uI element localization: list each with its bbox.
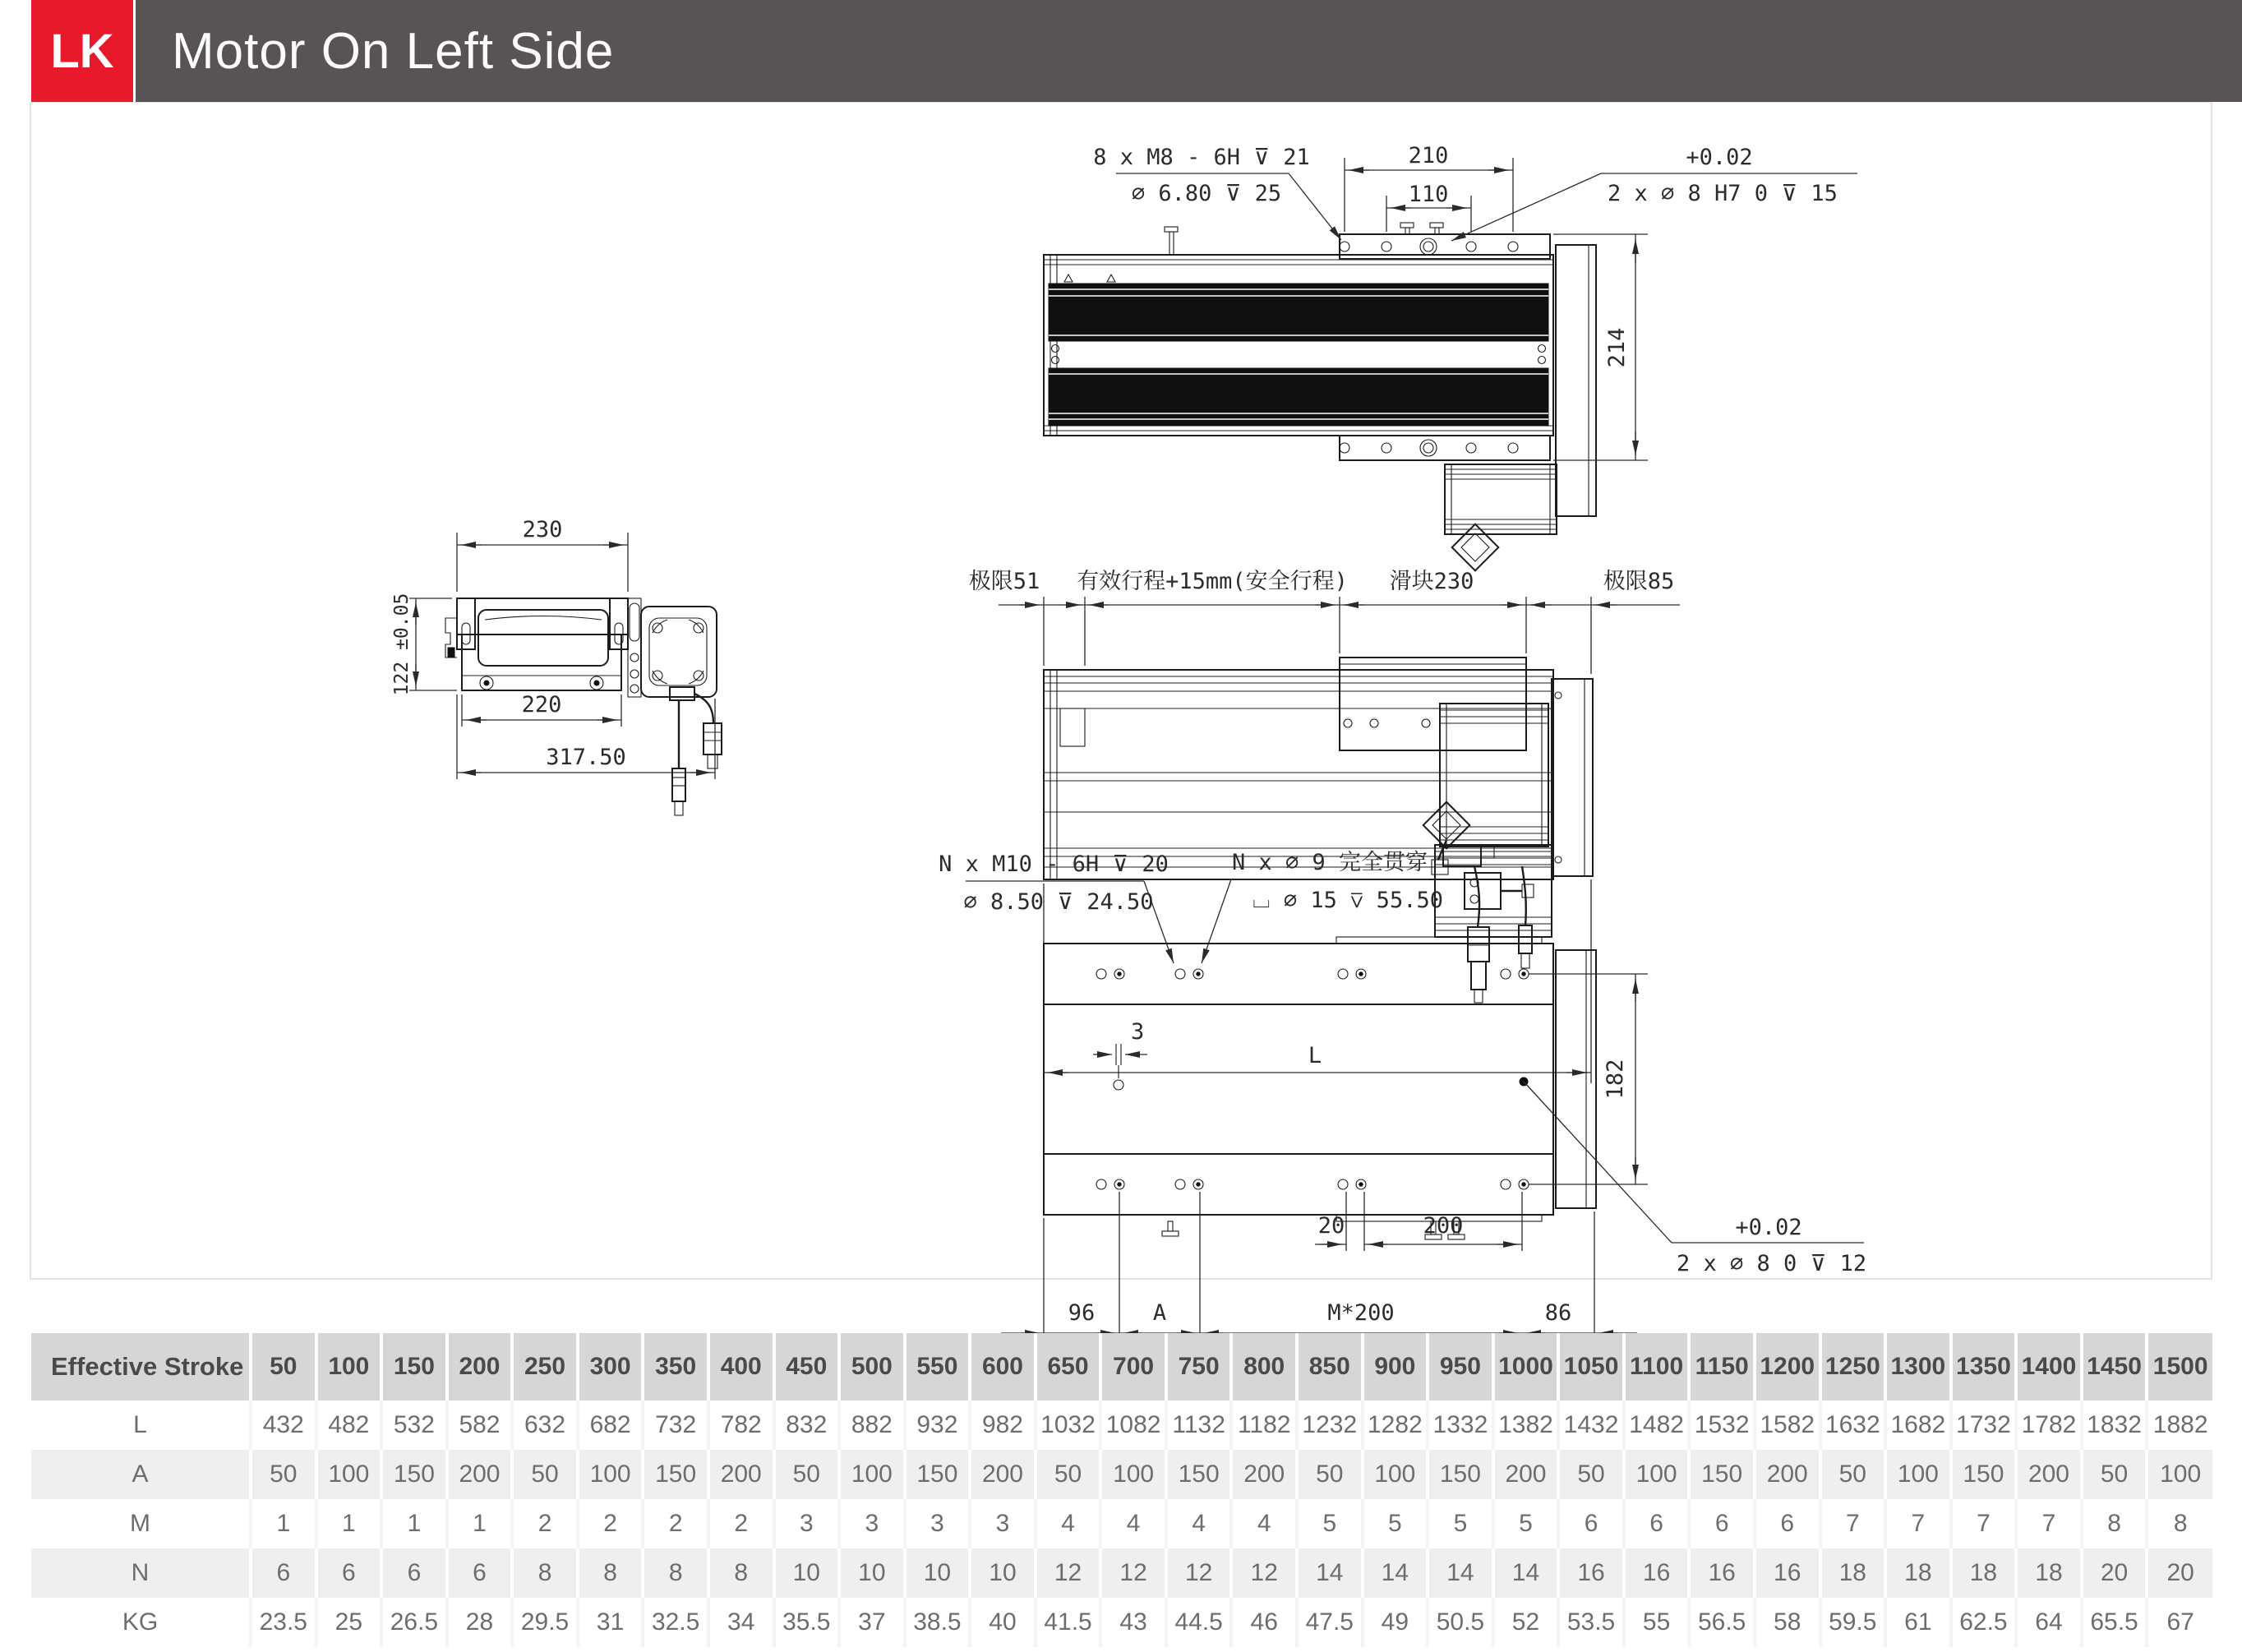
table-cell: 932: [905, 1401, 971, 1450]
bottom-note1-line2: ⌀ 8.50 ⊽ 24.50: [963, 889, 1154, 915]
table-cell: 7: [1885, 1499, 1951, 1548]
dim-86-label: 86: [1544, 1300, 1572, 1326]
table-cell: 100: [578, 1450, 644, 1499]
table-cell: 16: [1624, 1548, 1690, 1598]
table-cell: 31: [578, 1598, 644, 1647]
row-label-cell: A: [31, 1450, 251, 1499]
table-cell: 200: [2016, 1450, 2082, 1499]
table-cell: 832: [774, 1401, 840, 1450]
table-cell: 4: [1166, 1499, 1232, 1548]
page-header: [0, 0, 2242, 102]
table-cell: 3: [905, 1499, 971, 1548]
table-cell: 28: [447, 1598, 513, 1647]
table-cell: 18: [2016, 1548, 2082, 1598]
table-cell: 32.5: [643, 1598, 708, 1647]
bottom-note2-line1: N x ⌀ 9 完全贯穿: [1231, 850, 1428, 875]
stroke-header-cell: 1400: [2016, 1333, 2082, 1401]
limit-left-label: 极限51: [968, 569, 1040, 594]
stroke-header-cell: 1250: [1820, 1333, 1886, 1401]
table-cell: 482: [316, 1401, 382, 1450]
table-cell: 150: [905, 1450, 971, 1499]
table-cell: 65.5: [2082, 1598, 2147, 1647]
stroke-header-cell: 950: [1428, 1333, 1493, 1401]
table-cell: 50: [1297, 1450, 1363, 1499]
table-cell: 18: [1885, 1548, 1951, 1598]
bottom-note3-tolerance: +0.02: [1735, 1215, 1802, 1240]
stroke-header-cell: 100: [316, 1333, 382, 1401]
dim-L-label: L: [1308, 1043, 1322, 1068]
stroke-header-cell: 1300: [1885, 1333, 1951, 1401]
table-cell: 1032: [1036, 1401, 1101, 1450]
dim-182-label: 182: [1603, 1059, 1628, 1100]
table-cell: 20: [2082, 1548, 2147, 1598]
bottom-note1-line1: N x M10 - 6H ⊽ 20: [939, 851, 1169, 877]
table-cell: 6: [1558, 1499, 1624, 1548]
stroke-header-cell: 1200: [1755, 1333, 1820, 1401]
end-view-drawing: [391, 517, 722, 815]
table-cell: 1732: [1951, 1401, 2017, 1450]
bottom-note2-line2: ⌴ ⌀ 15 ⊽ 55.50: [1252, 888, 1443, 913]
table-cell: 782: [708, 1401, 774, 1450]
table-cell: 4: [1036, 1499, 1101, 1548]
table-cell: 582: [447, 1401, 513, 1450]
table-cell: 16: [1755, 1548, 1820, 1598]
table-cell: 200: [447, 1450, 513, 1499]
table-cell: 6: [1689, 1499, 1755, 1548]
stroke-header-cell: 50: [251, 1333, 316, 1401]
stroke-header-cell: 650: [1036, 1333, 1101, 1401]
table-cell: 50.5: [1428, 1598, 1493, 1647]
table-cell: 1532: [1689, 1401, 1755, 1450]
table-cell: 10: [774, 1548, 840, 1598]
table-cell: 1: [381, 1499, 447, 1548]
table-cell: 10: [970, 1548, 1036, 1598]
table-row: [31, 1598, 2212, 1647]
table-cell: 3: [774, 1499, 840, 1548]
table-cell: 50: [774, 1450, 840, 1499]
stroke-header-cell: 1450: [2082, 1333, 2147, 1401]
dim-200-label: 200: [1423, 1213, 1464, 1239]
page-title-bar: [136, 0, 2242, 102]
table-cell: 34: [708, 1598, 774, 1647]
table-cell: 12: [1100, 1548, 1166, 1598]
table-cell: 14: [1363, 1548, 1428, 1598]
table-cell: 50: [512, 1450, 578, 1499]
stroke-header-cell: 1050: [1558, 1333, 1624, 1401]
table-cell: 1882: [2147, 1401, 2212, 1450]
table-cell: 150: [643, 1450, 708, 1499]
table-cell: 200: [1231, 1450, 1297, 1499]
table-cell: 3: [970, 1499, 1036, 1548]
stroke-header-cell: 1500: [2147, 1333, 2212, 1401]
stroke-header-cell: 200: [447, 1333, 513, 1401]
table-cell: 55: [1624, 1598, 1690, 1647]
header-spacer: [0, 0, 31, 102]
table-cell: 150: [1951, 1450, 2017, 1499]
table-cell: 50: [1558, 1450, 1624, 1499]
table-cell: 1: [447, 1499, 513, 1548]
table-cell: 8: [578, 1548, 644, 1598]
table-cell: 1632: [1820, 1401, 1886, 1450]
table-cell: 150: [1689, 1450, 1755, 1499]
table-cell: 12: [1231, 1548, 1297, 1598]
table-cell: 29.5: [512, 1598, 578, 1647]
bottom-note3-line: 2 x ⌀ 8 0 ⊽ 12: [1677, 1251, 1867, 1276]
table-row: [31, 1499, 2212, 1548]
stroke-header-cell: 1000: [1493, 1333, 1559, 1401]
stroke-header-cell: 600: [970, 1333, 1036, 1401]
dim-230-label: 230: [522, 517, 563, 542]
table-cell: 732: [643, 1401, 708, 1450]
table-cell: 35.5: [774, 1598, 840, 1647]
table-cell: 200: [708, 1450, 774, 1499]
spec-table-section: [31, 1333, 2212, 1647]
table-cell: 44.5: [1166, 1598, 1232, 1647]
stroke-header-cell: 900: [1363, 1333, 1428, 1401]
dim-96-label: 96: [1068, 1300, 1096, 1326]
table-cell: 1482: [1624, 1401, 1690, 1450]
row-label-cell: M: [31, 1499, 251, 1548]
table-cell: 38.5: [905, 1598, 971, 1647]
table-cell: 53.5: [1558, 1598, 1624, 1647]
table-cell: 43: [1100, 1598, 1166, 1647]
stroke-header-cell: 350: [643, 1333, 708, 1401]
table-cell: 1182: [1231, 1401, 1297, 1450]
row-label-cell: N: [31, 1548, 251, 1598]
table-cell: 26.5: [381, 1598, 447, 1647]
table-cell: 6: [1755, 1499, 1820, 1548]
table-cell: 3: [839, 1499, 905, 1548]
table-cell: 61: [1885, 1598, 1951, 1647]
effective-stroke-table: [31, 1333, 2212, 1647]
bottom-view-drawing: [939, 802, 1866, 1341]
table-cell: 6: [1624, 1499, 1690, 1548]
table-cell: 1332: [1428, 1401, 1493, 1450]
table-body: [31, 1401, 2212, 1647]
table-cell: 58: [1755, 1598, 1820, 1647]
table-cell: 7: [1951, 1499, 2017, 1548]
table-cell: 4: [1100, 1499, 1166, 1548]
table-cell: 5: [1363, 1499, 1428, 1548]
table-cell: 6: [447, 1548, 513, 1598]
stroke-header-cell: 1100: [1624, 1333, 1690, 1401]
page-title: Motor On Left Side: [172, 22, 615, 80]
table-cell: 67: [2147, 1598, 2212, 1647]
table-cell: 62.5: [1951, 1598, 2017, 1647]
table-cell: 18: [1820, 1548, 1886, 1598]
table-cell: 8: [2082, 1499, 2147, 1548]
dim-110-label: 110: [1408, 182, 1449, 207]
table-cell: 100: [2147, 1450, 2212, 1499]
table-cell: 25: [316, 1598, 382, 1647]
table-header: [31, 1333, 2212, 1401]
table-row: [31, 1401, 2212, 1450]
table-cell: 5: [1297, 1499, 1363, 1548]
stroke-header-cell: 150: [381, 1333, 447, 1401]
table-cell: 6: [381, 1548, 447, 1598]
top-view-drawing: [1044, 143, 1857, 570]
table-cell: 6: [251, 1548, 316, 1598]
dim-3-label: 3: [1131, 1019, 1145, 1045]
table-cell: 1082: [1100, 1401, 1166, 1450]
side-view-drawing: [969, 569, 1680, 1083]
dim-20-label: 20: [1317, 1213, 1345, 1239]
drawing-frame: [30, 102, 2212, 1279]
table-cell: 40: [970, 1598, 1036, 1647]
table-cell: 1: [316, 1499, 382, 1548]
table-cell: 23.5: [251, 1598, 316, 1647]
limit-right-label: 极限85: [1603, 569, 1675, 594]
table-cell: 8: [643, 1548, 708, 1598]
table-cell: 37: [839, 1598, 905, 1647]
table-cell: 18: [1951, 1548, 2017, 1598]
table-header-label: Effective Stroke: [31, 1333, 251, 1401]
table-cell: 200: [1493, 1450, 1559, 1499]
table-cell: 64: [2016, 1598, 2082, 1647]
table-cell: 432: [251, 1401, 316, 1450]
top-note-right-line: 2 x ⌀ 8 H7 0 ⊽ 15: [1608, 181, 1838, 206]
table-cell: 2: [512, 1499, 578, 1548]
table-cell: 20: [2147, 1548, 2212, 1598]
table-cell: 1432: [1558, 1401, 1624, 1450]
dim-122-label: 122 ±0.05: [391, 593, 413, 696]
table-cell: 8: [708, 1548, 774, 1598]
table-cell: 150: [381, 1450, 447, 1499]
table-cell: 50: [2082, 1450, 2147, 1499]
table-cell: 47.5: [1297, 1598, 1363, 1647]
table-cell: 1: [251, 1499, 316, 1548]
top-note-left-line1: 8 x M8 - 6H ⊽ 21: [1093, 145, 1310, 170]
table-cell: 882: [839, 1401, 905, 1450]
stroke-header-cell: 450: [774, 1333, 840, 1401]
table-cell: 14: [1297, 1548, 1363, 1598]
table-row: [31, 1548, 2212, 1598]
table-cell: 100: [1100, 1450, 1166, 1499]
table-cell: 16: [1558, 1548, 1624, 1598]
dim-M200-label: M*200: [1327, 1300, 1395, 1326]
table-cell: 1382: [1493, 1401, 1559, 1450]
table-cell: 1282: [1363, 1401, 1428, 1450]
table-cell: 1232: [1297, 1401, 1363, 1450]
mounting-holes: [1096, 969, 1529, 1189]
table-cell: 8: [512, 1548, 578, 1598]
table-cell: 12: [1166, 1548, 1232, 1598]
table-cell: 59.5: [1820, 1598, 1886, 1647]
table-cell: 41.5: [1036, 1598, 1101, 1647]
slider-230-label: 滑块230: [1389, 569, 1474, 594]
stroke-header-cell: 1350: [1951, 1333, 2017, 1401]
table-cell: 14: [1428, 1548, 1493, 1598]
dim-214-label: 214: [1604, 327, 1630, 368]
table-cell: 7: [1820, 1499, 1886, 1548]
table-cell: 532: [381, 1401, 447, 1450]
table-cell: 1782: [2016, 1401, 2082, 1450]
table-cell: 100: [1363, 1450, 1428, 1499]
stroke-header-cell: 800: [1231, 1333, 1297, 1401]
top-note-left-line2: ⌀ 6.80 ⊽ 25: [1131, 181, 1282, 206]
table-cell: 100: [316, 1450, 382, 1499]
row-label-cell: KG: [31, 1598, 251, 1647]
dim-A-label: A: [1152, 1300, 1167, 1326]
table-cell: 100: [839, 1450, 905, 1499]
effective-stroke-label: 有效行程+15mm(安全行程): [1077, 569, 1348, 594]
stroke-header-cell: 300: [578, 1333, 644, 1401]
table-cell: 200: [1755, 1450, 1820, 1499]
table-cell: 100: [1885, 1450, 1951, 1499]
dim-210-label: 210: [1408, 143, 1449, 168]
connector-diamond-icon: [1452, 524, 1499, 571]
table-cell: 50: [251, 1450, 316, 1499]
table-cell: 4: [1231, 1499, 1297, 1548]
table-cell: 46: [1231, 1598, 1297, 1647]
table-cell: 12: [1036, 1548, 1101, 1598]
table-cell: 1132: [1166, 1401, 1232, 1450]
table-cell: 632: [512, 1401, 578, 1450]
stroke-header-cell: 1150: [1689, 1333, 1755, 1401]
table-cell: 52: [1493, 1598, 1559, 1647]
stroke-header-cell: 850: [1297, 1333, 1363, 1401]
table-cell: 2: [708, 1499, 774, 1548]
stroke-header-cell: 550: [905, 1333, 971, 1401]
stroke-header-cell: 750: [1166, 1333, 1232, 1401]
table-cell: 100: [1624, 1450, 1690, 1499]
row-label-cell: L: [31, 1401, 251, 1450]
table-cell: 150: [1428, 1450, 1493, 1499]
table-cell: 200: [970, 1450, 1036, 1499]
table-cell: 2: [643, 1499, 708, 1548]
table-cell: 10: [905, 1548, 971, 1598]
dim-220-label: 220: [521, 692, 562, 718]
table-cell: 16: [1689, 1548, 1755, 1598]
table-cell: 10: [839, 1548, 905, 1598]
brand-logo: LK: [31, 0, 133, 102]
table-row: [31, 1450, 2212, 1499]
table-cell: 682: [578, 1401, 644, 1450]
stroke-header-cell: 400: [708, 1333, 774, 1401]
table-cell: 7: [2016, 1499, 2082, 1548]
top-note-right-tolerance: +0.02: [1686, 145, 1753, 170]
table-cell: 1682: [1885, 1401, 1951, 1450]
table-cell: 1832: [2082, 1401, 2147, 1450]
dim-317-label: 317.50: [546, 745, 626, 770]
table-cell: 982: [970, 1401, 1036, 1450]
table-cell: 1582: [1755, 1401, 1820, 1450]
stroke-header-cell: 250: [512, 1333, 578, 1401]
table-cell: 14: [1493, 1548, 1559, 1598]
table-cell: 2: [578, 1499, 644, 1548]
table-cell: 49: [1363, 1598, 1428, 1647]
table-cell: 50: [1036, 1450, 1101, 1499]
table-cell: 56.5: [1689, 1598, 1755, 1647]
stroke-header-cell: 500: [839, 1333, 905, 1401]
table-cell: 5: [1428, 1499, 1493, 1548]
table-cell: 50: [1820, 1450, 1886, 1499]
table-cell: 6: [316, 1548, 382, 1598]
table-cell: 150: [1166, 1450, 1232, 1499]
stroke-header-cell: 700: [1100, 1333, 1166, 1401]
table-cell: 5: [1493, 1499, 1559, 1548]
table-cell: 8: [2147, 1499, 2212, 1548]
